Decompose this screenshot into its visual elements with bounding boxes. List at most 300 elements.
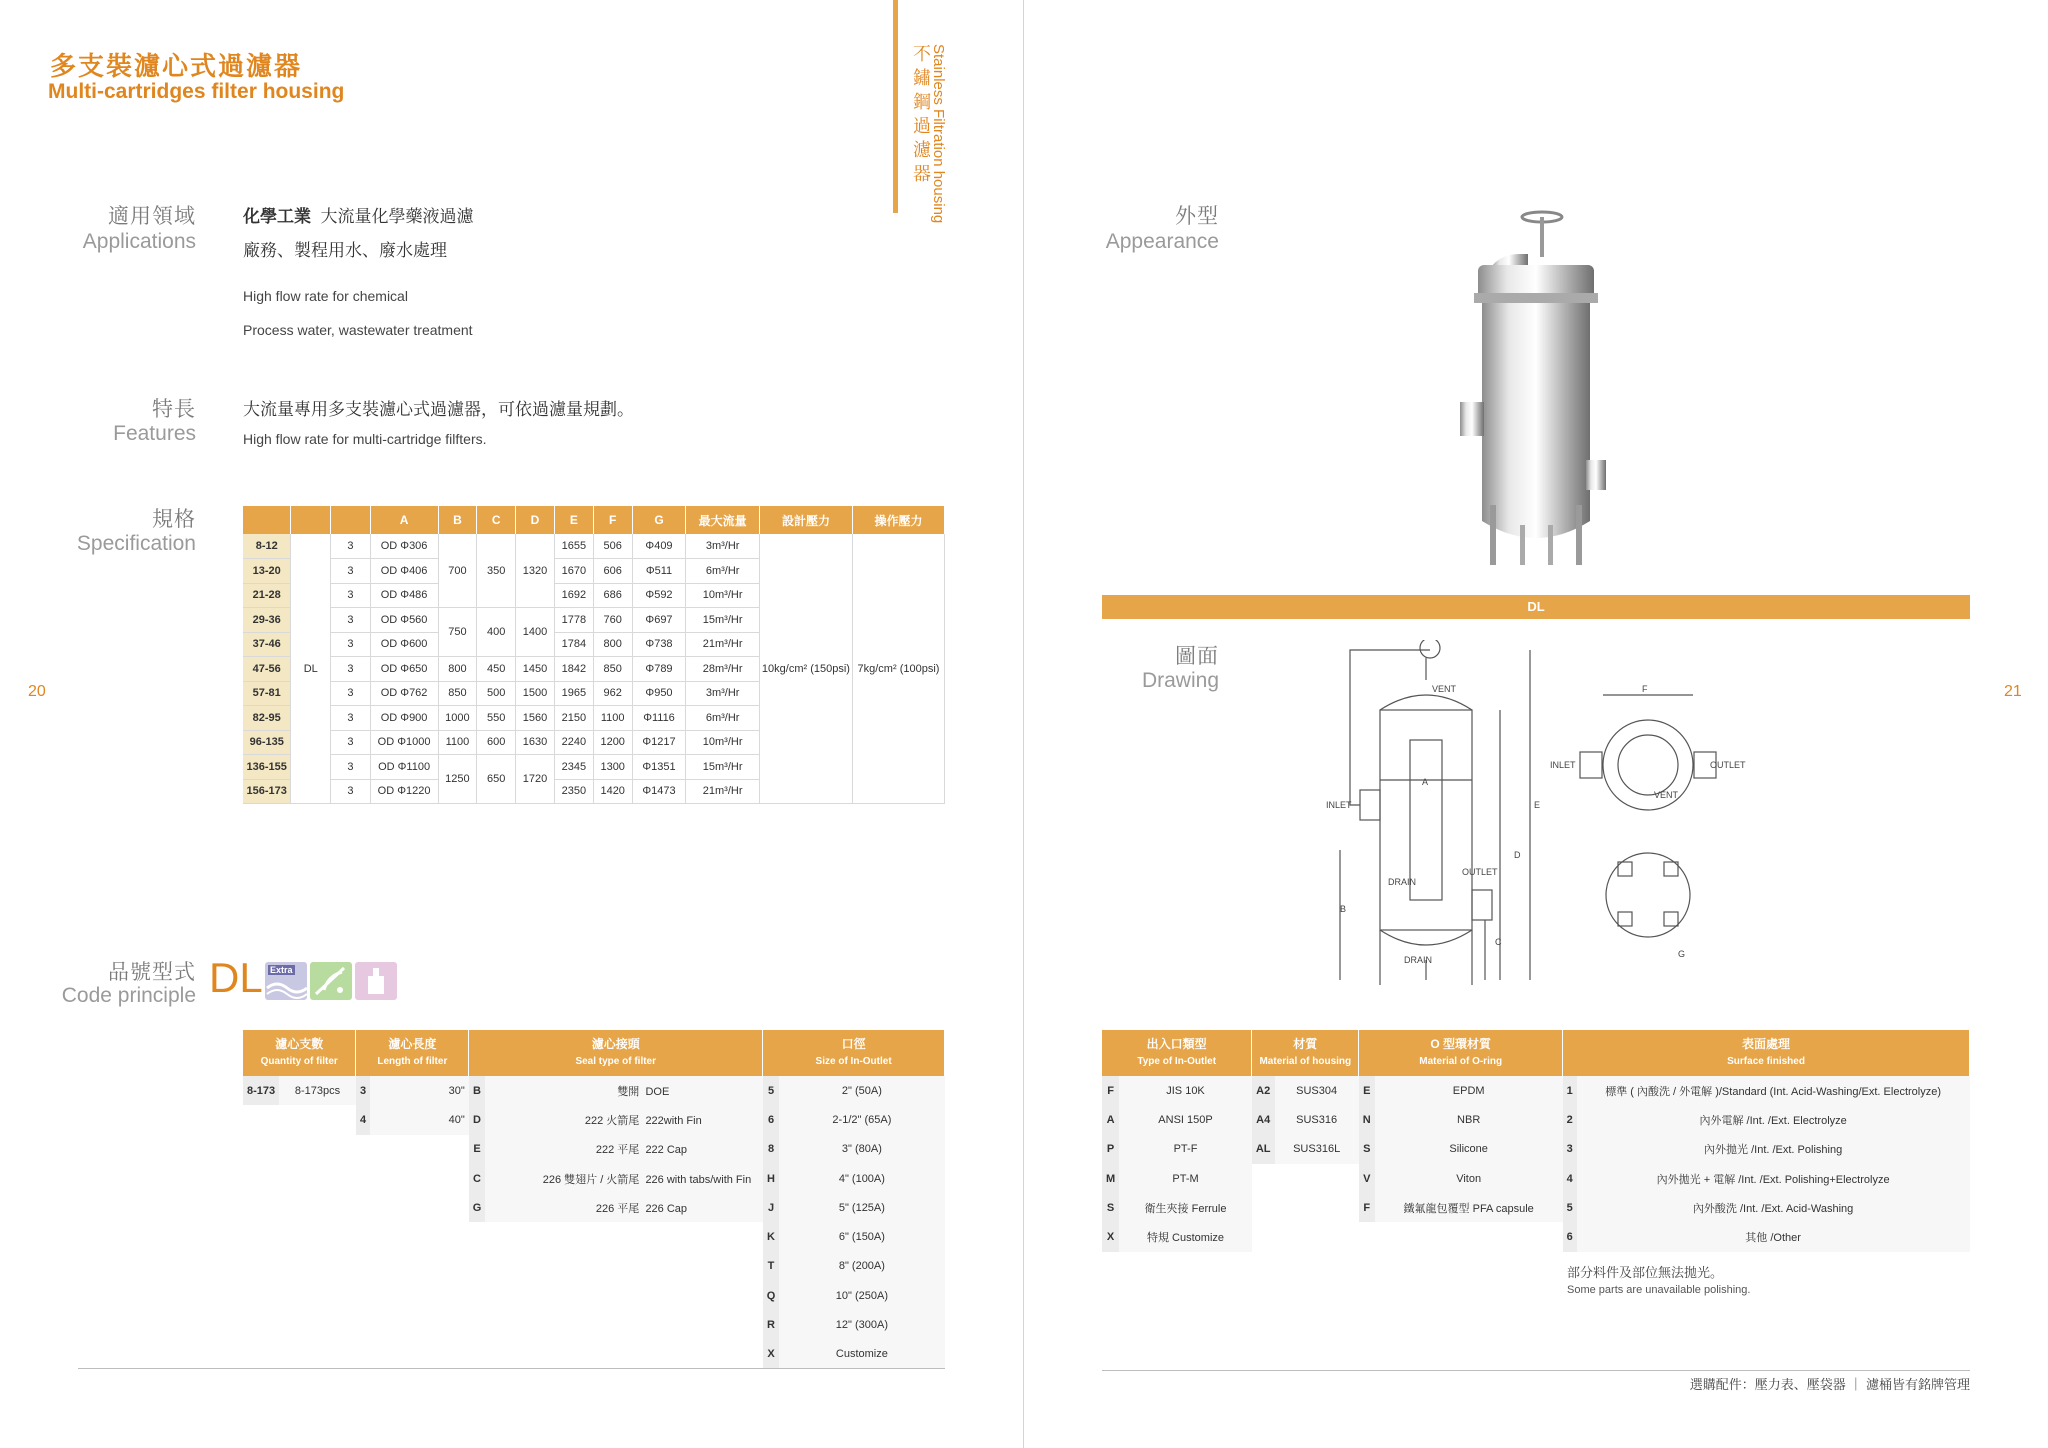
spec-flow: 21m³/Hr bbox=[686, 779, 760, 804]
applications-line1 bbox=[243, 202, 473, 227]
spec-a: OD Φ560 bbox=[370, 608, 438, 633]
code-header-quantity-en: Quantity of filter bbox=[260, 1056, 338, 1067]
inlet-type-key: M bbox=[1102, 1164, 1119, 1193]
size-key: H bbox=[763, 1164, 780, 1193]
size-val: 2-1/2" (65A) bbox=[779, 1105, 944, 1134]
drawing-label-zh: 圖面 bbox=[1175, 645, 1219, 668]
spec-n: 3 bbox=[331, 706, 371, 731]
spec-a: OD Φ762 bbox=[370, 681, 438, 706]
spec-type: DL bbox=[291, 534, 331, 804]
oring-key: N bbox=[1359, 1105, 1375, 1134]
material-val: SUS316 bbox=[1275, 1105, 1359, 1134]
seal-val bbox=[485, 1164, 762, 1193]
size-key: 5 bbox=[763, 1076, 780, 1105]
specification-label-en: Specification bbox=[76, 532, 196, 555]
drawing-label-top-outlet: OUTLET bbox=[1710, 760, 1746, 770]
polishing-note-zh: 部分料件及部位無法拋光。 bbox=[1567, 1265, 1724, 1280]
table-row bbox=[243, 1252, 945, 1281]
page-title-en: Multi-cartridges filter housing bbox=[48, 80, 345, 103]
oring-key: V bbox=[1359, 1164, 1375, 1193]
spec-col-operating: 操作壓力 bbox=[852, 506, 944, 534]
specification-label-zh: 規格 bbox=[152, 508, 196, 531]
applications-en1: High flow rate for chemical bbox=[243, 288, 408, 304]
oring-val: Viton bbox=[1375, 1164, 1563, 1193]
spec-f: 962 bbox=[593, 681, 632, 706]
table-row bbox=[243, 1222, 945, 1251]
oring-key: E bbox=[1359, 1076, 1375, 1105]
spec-c: 650 bbox=[477, 755, 516, 804]
code-header-oring bbox=[1359, 1030, 1563, 1076]
code-principle-label-en: Code principle bbox=[61, 984, 196, 1007]
size-key: X bbox=[763, 1340, 780, 1369]
side-title-en: Stainless Filtration housing bbox=[930, 44, 947, 224]
material-val: SUS304 bbox=[1275, 1076, 1359, 1105]
seal-key: B bbox=[469, 1076, 486, 1105]
size-key: 8 bbox=[763, 1135, 780, 1164]
spec-d: 1450 bbox=[516, 657, 555, 682]
seal-key: D bbox=[469, 1105, 486, 1134]
oring-key: S bbox=[1359, 1135, 1375, 1164]
spec-flow: 10m³/Hr bbox=[686, 730, 760, 755]
surface-val: 內外拋光 + 電解 /Int. /Ext. Polishing+Electrolyze bbox=[1577, 1164, 1970, 1193]
surface-key: 6 bbox=[1563, 1222, 1577, 1251]
drawing-label-a: A bbox=[1422, 777, 1429, 787]
quantity-val: 8-173pcs bbox=[279, 1076, 356, 1105]
code-header-seal-en: Seal type of filter bbox=[575, 1056, 657, 1067]
spec-col-design: 設計壓力 bbox=[759, 506, 852, 534]
material-key: A2 bbox=[1252, 1076, 1275, 1105]
size-val: Customize bbox=[779, 1340, 944, 1369]
size-val: 4" (100A) bbox=[779, 1164, 944, 1193]
spec-flow: 6m³/Hr bbox=[686, 706, 760, 731]
seal-val bbox=[485, 1193, 762, 1222]
spec-g: Φ738 bbox=[632, 632, 686, 657]
code-header-quantity bbox=[243, 1030, 356, 1076]
spec-col-b: B bbox=[438, 506, 477, 534]
table-row bbox=[243, 1281, 945, 1310]
spec-col-e: E bbox=[554, 506, 593, 534]
spec-g: Φ409 bbox=[632, 534, 686, 559]
bottom-divider-right bbox=[1102, 1370, 1970, 1371]
code-header-material bbox=[1252, 1030, 1359, 1076]
inlet-type-val: 衛生夾接 Ferrule bbox=[1119, 1193, 1252, 1222]
spec-f: 1300 bbox=[593, 755, 632, 780]
seal-en: 226 Cap bbox=[645, 1202, 688, 1215]
seal-en: 222 Cap bbox=[645, 1144, 688, 1157]
inlet-type-key: A bbox=[1102, 1105, 1119, 1134]
code-right-header-row bbox=[1102, 1030, 1970, 1076]
table-row bbox=[243, 1340, 945, 1369]
extra-wave-icon bbox=[265, 962, 307, 1000]
features-en: High flow rate for multi-cartridge filfters. bbox=[243, 431, 487, 447]
applications-line1-rest: 大流量化學藥液過濾 bbox=[320, 207, 474, 226]
size-val: 5" (125A) bbox=[779, 1193, 944, 1222]
applications-label-zh: 適用領域 bbox=[108, 205, 196, 228]
code-principle-code: DL bbox=[209, 954, 263, 1001]
surface-val: 內外拋光 /Int. /Ext. Polishing bbox=[1577, 1135, 1970, 1164]
spec-a: OD Φ406 bbox=[370, 559, 438, 584]
code-left-header-row bbox=[243, 1030, 945, 1076]
spec-a: OD Φ900 bbox=[370, 706, 438, 731]
spec-d: 1320 bbox=[516, 534, 555, 608]
spec-n: 3 bbox=[331, 559, 371, 584]
spec-model: 29-36 bbox=[243, 608, 291, 633]
spec-a: OD Φ600 bbox=[370, 632, 438, 657]
drawing-label-en: Drawing bbox=[1141, 669, 1219, 692]
code-header-surface bbox=[1563, 1030, 1970, 1076]
side-title-zh: 不鏽鋼過濾器 bbox=[911, 44, 931, 188]
model-bar: DL bbox=[1102, 595, 1970, 619]
size-val: 2" (50A) bbox=[779, 1076, 944, 1105]
surface-val: 內外電解 /Int. /Ext. Electrolyze bbox=[1577, 1105, 1970, 1134]
seal-key: G bbox=[469, 1193, 486, 1222]
bottom-divider-left bbox=[78, 1368, 945, 1369]
spec-e: 2345 bbox=[554, 755, 593, 780]
spec-f: 1100 bbox=[593, 706, 632, 731]
spec-f: 800 bbox=[593, 632, 632, 657]
drawing-label-top-inlet: INLET bbox=[1550, 760, 1576, 770]
spec-g: Φ1217 bbox=[632, 730, 686, 755]
table-row bbox=[243, 1135, 945, 1164]
spec-g: Φ1351 bbox=[632, 755, 686, 780]
code-header-inlet-type bbox=[1102, 1030, 1252, 1076]
spec-e: 1965 bbox=[554, 681, 593, 706]
inlet-type-val: PT-F bbox=[1119, 1135, 1252, 1164]
spec-model: 8-12 bbox=[243, 534, 291, 559]
code-header-quantity-zh: 濾心支數 bbox=[275, 1037, 324, 1051]
spec-flow: 3m³/Hr bbox=[686, 681, 760, 706]
spec-n: 3 bbox=[331, 534, 371, 559]
size-val: 12" (300A) bbox=[779, 1310, 944, 1339]
spec-c: 450 bbox=[477, 657, 516, 682]
spec-col-c: C bbox=[477, 506, 516, 534]
seal-en: 222with Fin bbox=[645, 1114, 702, 1127]
size-key: K bbox=[763, 1222, 780, 1251]
spec-f: 1200 bbox=[593, 730, 632, 755]
spec-f: 506 bbox=[593, 534, 632, 559]
spec-a: OD Φ650 bbox=[370, 657, 438, 682]
spec-b: 1100 bbox=[438, 730, 477, 755]
spec-a: OD Φ1220 bbox=[370, 779, 438, 804]
appearance-label-zh: 外型 bbox=[1175, 205, 1219, 228]
code-header-seal bbox=[469, 1030, 763, 1076]
code-header-inlet-type-en: Type of In-Outlet bbox=[1137, 1056, 1217, 1067]
spec-c: 500 bbox=[477, 681, 516, 706]
surface-key: 5 bbox=[1563, 1193, 1577, 1222]
seal-val bbox=[485, 1076, 762, 1105]
spec-model: 96-135 bbox=[243, 730, 291, 755]
code-header-size bbox=[763, 1030, 945, 1076]
spec-a: OD Φ1000 bbox=[370, 730, 438, 755]
features-label-en: Features bbox=[113, 422, 196, 445]
oring-val: EPDM bbox=[1375, 1076, 1563, 1105]
page-title-zh: 多支裝濾心式過濾器 bbox=[50, 51, 303, 81]
code-header-size-zh: 口徑 bbox=[841, 1037, 866, 1051]
length-val: 40" bbox=[370, 1105, 469, 1134]
spec-g: Φ511 bbox=[632, 559, 686, 584]
spec-d: 1720 bbox=[516, 755, 555, 804]
material-key: A4 bbox=[1252, 1105, 1275, 1134]
drawing-label-b: B bbox=[1340, 904, 1347, 914]
spec-model: 47-56 bbox=[243, 657, 291, 682]
code-principle-label-zh: 品號型式 bbox=[108, 961, 196, 984]
spec-b: 700 bbox=[438, 534, 477, 608]
applications-line2: 廠務、製程用水、廢水處理 bbox=[243, 241, 447, 260]
table-row bbox=[1102, 1105, 1970, 1134]
table-row bbox=[1102, 1076, 1970, 1105]
seal-zh: 雙開 bbox=[617, 1085, 640, 1098]
material-key: AL bbox=[1252, 1135, 1275, 1164]
size-key: R bbox=[763, 1310, 780, 1339]
inlet-type-val: JIS 10K bbox=[1119, 1076, 1252, 1105]
spec-design-pressure: 10kg/cm² (150psi) bbox=[759, 534, 852, 804]
code-header-oring-en: Material of O-ring bbox=[1419, 1056, 1503, 1067]
size-key: Q bbox=[763, 1281, 780, 1310]
spec-e: 1670 bbox=[554, 559, 593, 584]
table-row bbox=[243, 1164, 945, 1193]
drawing-label-vent: VENT bbox=[1432, 684, 1457, 694]
spec-e: 2350 bbox=[554, 779, 593, 804]
drawing-label-f: F bbox=[1642, 684, 1648, 694]
spec-col-type bbox=[291, 506, 331, 534]
chemical-flask-icon bbox=[355, 962, 397, 1000]
spec-model: 57-81 bbox=[243, 681, 291, 706]
code-header-surface-en: Surface finished bbox=[1727, 1056, 1805, 1067]
spec-f: 606 bbox=[593, 559, 632, 584]
spec-b: 850 bbox=[438, 681, 477, 706]
spec-col-a: A bbox=[370, 506, 438, 534]
spec-col-model bbox=[243, 506, 291, 534]
spec-f: 1420 bbox=[593, 779, 632, 804]
spec-col-f: F bbox=[593, 506, 632, 534]
inlet-type-val: 特規 Customize bbox=[1119, 1222, 1252, 1251]
applications-en2: Process water, wastewater treatment bbox=[243, 322, 473, 338]
spec-d: 1560 bbox=[516, 706, 555, 731]
spec-col-g: G bbox=[632, 506, 686, 534]
drawing-label-c: C bbox=[1495, 937, 1502, 947]
spec-d: 1630 bbox=[516, 730, 555, 755]
spec-e: 1784 bbox=[554, 632, 593, 657]
seal-zh: 226 平尾 bbox=[595, 1202, 640, 1215]
polishing-note-en: Some parts are unavailable polishing. bbox=[1567, 1284, 1751, 1296]
length-key: 3 bbox=[356, 1076, 370, 1105]
spec-model: 82-95 bbox=[243, 706, 291, 731]
spec-col-n bbox=[331, 506, 371, 534]
spec-f: 686 bbox=[593, 583, 632, 608]
applications-line1-bold: 化學工業 bbox=[243, 207, 311, 226]
seal-key: C bbox=[469, 1164, 486, 1193]
spec-a: OD Φ486 bbox=[370, 583, 438, 608]
spec-model: 21-28 bbox=[243, 583, 291, 608]
page-number-right: 21 bbox=[2004, 683, 2022, 700]
spec-model: 136-155 bbox=[243, 755, 291, 780]
spec-d: 1400 bbox=[516, 608, 555, 657]
spec-model: 37-46 bbox=[243, 632, 291, 657]
seal-en: DOE bbox=[645, 1085, 670, 1098]
spec-header-row bbox=[243, 506, 945, 534]
surface-key: 3 bbox=[1563, 1135, 1577, 1164]
spec-flow: 15m³/Hr bbox=[686, 608, 760, 633]
surface-key: 1 bbox=[1563, 1076, 1577, 1105]
spec-a: OD Φ306 bbox=[370, 534, 438, 559]
surface-val: 其他 /Other bbox=[1577, 1222, 1970, 1251]
table-row bbox=[243, 534, 945, 559]
surface-key: 2 bbox=[1563, 1105, 1577, 1134]
code-header-material-en: Material of housing bbox=[1259, 1056, 1352, 1067]
spec-n: 3 bbox=[331, 632, 371, 657]
page-fold bbox=[1023, 0, 1024, 1448]
surface-val: 標準 ( 內酸洗 / 外電解 )/Standard (Int. Acid-Washing/Ext. Electrolyze) bbox=[1577, 1076, 1970, 1105]
length-key: 4 bbox=[356, 1105, 370, 1134]
seal-zh: 226 雙翅片 / 火箭尾 bbox=[542, 1173, 640, 1186]
code-header-surface-zh: 表面處理 bbox=[1742, 1037, 1791, 1051]
drawing-label-outlet: OUTLET bbox=[1462, 867, 1498, 877]
spec-b: 800 bbox=[438, 657, 477, 682]
spec-flow: 15m³/Hr bbox=[686, 755, 760, 780]
code-header-inlet-type-zh: 出入口類型 bbox=[1146, 1037, 1207, 1051]
page-number-left: 20 bbox=[28, 683, 46, 700]
footer-note: 選購配件：壓力表、壓袋器 ｜ 濾桶皆有銘牌管理 bbox=[1689, 1377, 1970, 1392]
seal-val bbox=[485, 1135, 762, 1164]
drawing-label-inlet: INLET bbox=[1326, 800, 1352, 810]
size-val: 3" (80A) bbox=[779, 1135, 944, 1164]
spec-flow: 28m³/Hr bbox=[686, 657, 760, 682]
spec-e: 1692 bbox=[554, 583, 593, 608]
surface-val: 內外酸洗 /Int. /Ext. Acid-Washing bbox=[1577, 1193, 1970, 1222]
spec-model: 156-173 bbox=[243, 779, 291, 804]
spec-flow: 10m³/Hr bbox=[686, 583, 760, 608]
spec-c: 350 bbox=[477, 534, 516, 608]
spec-g: Φ789 bbox=[632, 657, 686, 682]
code-header-seal-zh: 濾心接頭 bbox=[591, 1037, 640, 1051]
technical-drawing bbox=[1320, 640, 1760, 990]
oring-val: Silicone bbox=[1375, 1135, 1563, 1164]
size-val: 6" (150A) bbox=[779, 1222, 944, 1251]
spec-g: Φ950 bbox=[632, 681, 686, 706]
inlet-type-val: PT-M bbox=[1119, 1164, 1252, 1193]
size-val: 10" (250A) bbox=[779, 1281, 944, 1310]
spec-e: 1842 bbox=[554, 657, 593, 682]
seal-val bbox=[485, 1105, 762, 1134]
spec-g: Φ592 bbox=[632, 583, 686, 608]
inlet-type-key: X bbox=[1102, 1222, 1119, 1251]
spec-flow: 6m³/Hr bbox=[686, 559, 760, 584]
code-header-length-en: Length of filter bbox=[377, 1056, 448, 1067]
surface-key: 4 bbox=[1563, 1164, 1577, 1193]
code-header-size-en: Size of In-Outlet bbox=[815, 1056, 892, 1067]
spec-f: 760 bbox=[593, 608, 632, 633]
spec-n: 3 bbox=[331, 755, 371, 780]
oring-val: 鐵氟龍包覆型 PFA capsule bbox=[1375, 1193, 1563, 1222]
table-row bbox=[243, 1310, 945, 1339]
table-row bbox=[243, 1193, 945, 1222]
applications-label-en: Applications bbox=[82, 230, 196, 253]
side-accent-bar bbox=[893, 0, 898, 213]
spec-n: 3 bbox=[331, 657, 371, 682]
code-header-length-zh: 濾心長度 bbox=[388, 1037, 437, 1051]
table-row bbox=[243, 1105, 945, 1134]
specification-table bbox=[243, 506, 945, 804]
spec-b: 1250 bbox=[438, 755, 477, 804]
spec-n: 3 bbox=[331, 730, 371, 755]
spec-flow: 3m³/Hr bbox=[686, 534, 760, 559]
seal-zh: 222 火箭尾 bbox=[584, 1114, 640, 1127]
spec-c: 600 bbox=[477, 730, 516, 755]
inlet-type-key: F bbox=[1102, 1076, 1119, 1105]
extra-badge-text: Extra bbox=[270, 965, 293, 975]
table-row bbox=[1102, 1193, 1970, 1222]
spec-n: 3 bbox=[331, 779, 371, 804]
code-table-left bbox=[243, 1030, 945, 1369]
spec-b: 1000 bbox=[438, 706, 477, 731]
drawing-label-top-vent: VENT bbox=[1654, 790, 1679, 800]
drawing-label-d: D bbox=[1514, 850, 1521, 860]
spec-n: 3 bbox=[331, 608, 371, 633]
spec-g: Φ1473 bbox=[632, 779, 686, 804]
oring-key: F bbox=[1359, 1193, 1375, 1222]
code-header-material-zh: 材質 bbox=[1293, 1037, 1318, 1051]
table-row bbox=[1102, 1222, 1970, 1251]
spec-e: 1778 bbox=[554, 608, 593, 633]
spec-model: 13-20 bbox=[243, 559, 291, 584]
spec-e: 2150 bbox=[554, 706, 593, 731]
code-header-length bbox=[356, 1030, 469, 1076]
spec-col-flow: 最大流量 bbox=[686, 506, 760, 534]
spec-c: 550 bbox=[477, 706, 516, 731]
spec-g: Φ1116 bbox=[632, 706, 686, 731]
size-val: 8" (200A) bbox=[779, 1252, 944, 1281]
drawing-label-drain-2: DRAIN bbox=[1404, 955, 1433, 965]
spec-e: 1655 bbox=[554, 534, 593, 559]
filter-housing-photo bbox=[1460, 205, 1610, 570]
seal-en: 226 with tabs/with Fin bbox=[645, 1173, 752, 1186]
table-row bbox=[1102, 1135, 1970, 1164]
features-label-zh: 特長 bbox=[152, 398, 196, 421]
spec-a: OD Φ1100 bbox=[370, 755, 438, 780]
quantity-key: 8-173 bbox=[243, 1076, 279, 1105]
spec-e: 2240 bbox=[554, 730, 593, 755]
spec-c: 400 bbox=[477, 608, 516, 657]
drawing-label-g: G bbox=[1678, 949, 1686, 959]
size-key: J bbox=[763, 1193, 780, 1222]
drawing-label-e: E bbox=[1534, 800, 1541, 810]
spec-g: Φ697 bbox=[632, 608, 686, 633]
table-row bbox=[243, 1076, 945, 1105]
table-row bbox=[1102, 1164, 1970, 1193]
size-key: 6 bbox=[763, 1105, 780, 1134]
code-table-right bbox=[1102, 1030, 1970, 1252]
features-zh: 大流量專用多支裝濾心式過濾器，可依過濾量規劃。 bbox=[243, 400, 634, 419]
leaf-icon bbox=[310, 962, 352, 1000]
spec-n: 3 bbox=[331, 583, 371, 608]
spec-flow: 21m³/Hr bbox=[686, 632, 760, 657]
spec-b: 750 bbox=[438, 608, 477, 657]
inlet-type-key: S bbox=[1102, 1193, 1119, 1222]
material-val: SUS316L bbox=[1275, 1135, 1359, 1164]
inlet-type-key: P bbox=[1102, 1135, 1119, 1164]
seal-zh: 222 平尾 bbox=[595, 1144, 640, 1157]
spec-f: 850 bbox=[593, 657, 632, 682]
inlet-type-val: ANSI 150P bbox=[1119, 1105, 1252, 1134]
oring-val: NBR bbox=[1375, 1105, 1563, 1134]
spec-col-d: D bbox=[516, 506, 555, 534]
spec-operating-pressure: 7kg/cm² (100psi) bbox=[852, 534, 944, 804]
seal-key: E bbox=[469, 1135, 486, 1164]
spec-d: 1500 bbox=[516, 681, 555, 706]
spec-n: 3 bbox=[331, 681, 371, 706]
length-val: 30" bbox=[370, 1076, 469, 1105]
appearance-label-en: Appearance bbox=[1105, 230, 1219, 253]
